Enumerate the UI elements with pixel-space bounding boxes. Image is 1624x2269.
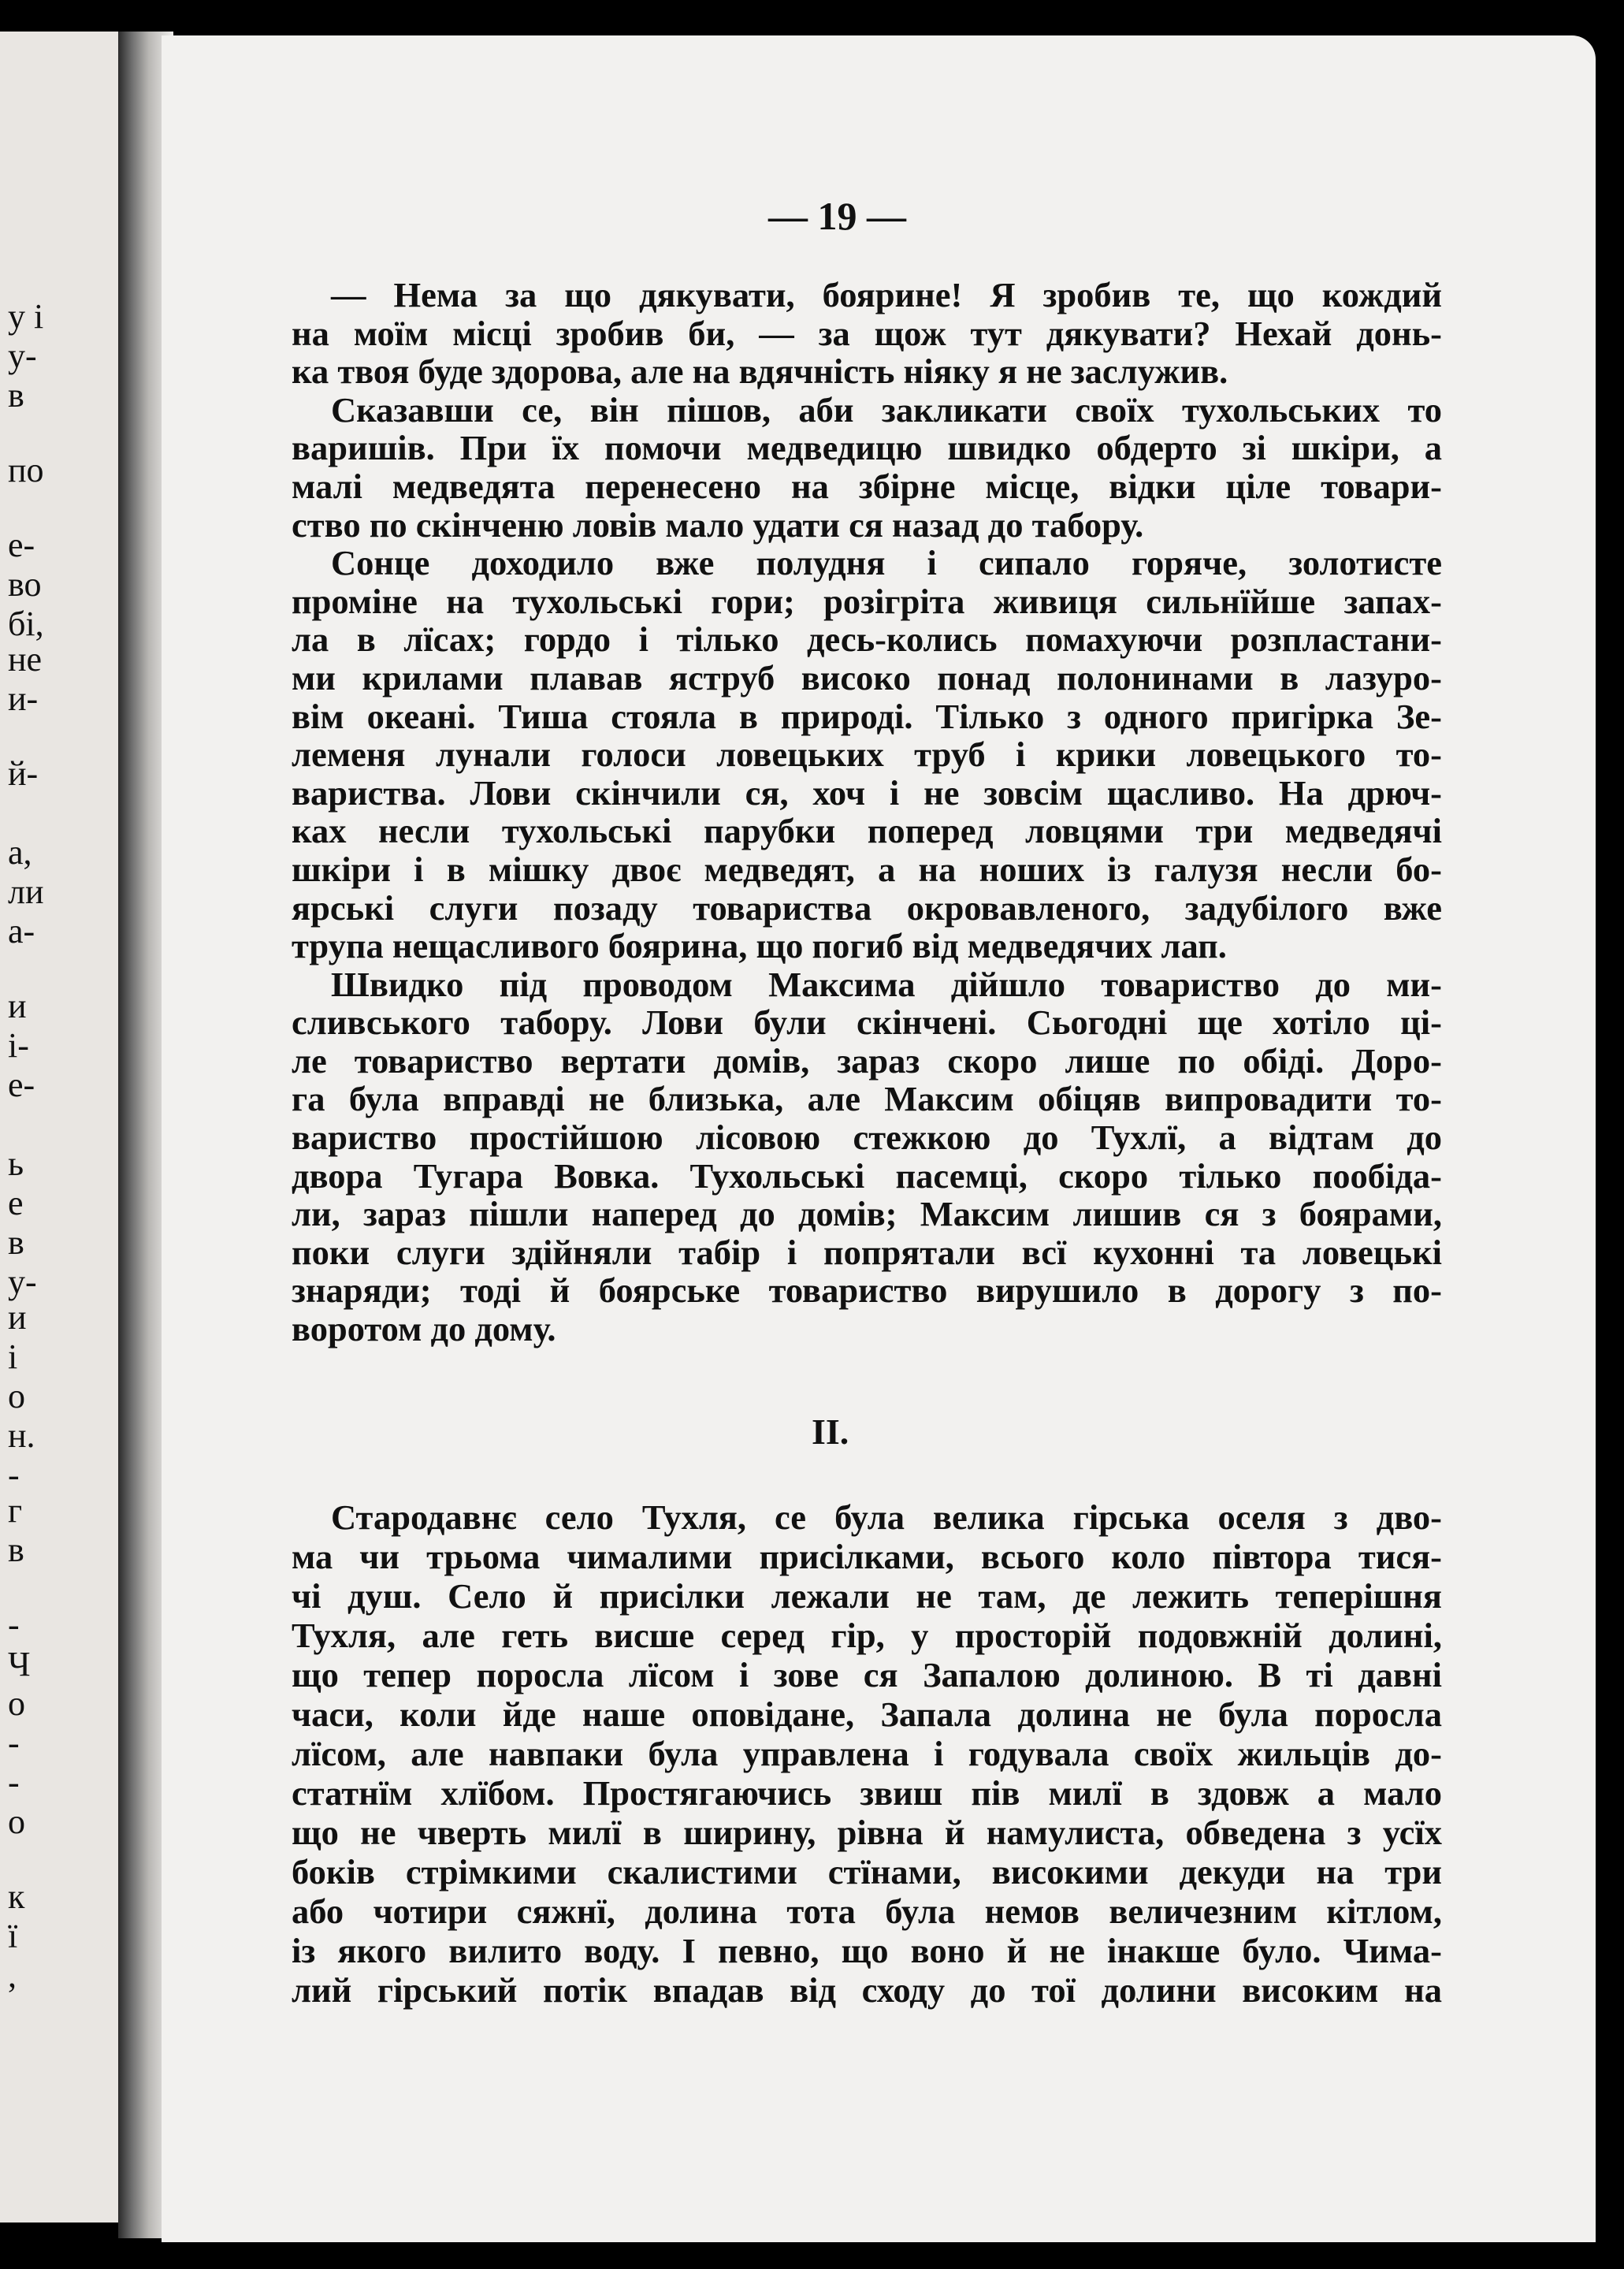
text-line: ма чи трьома чималими присілками, всього коло півтора тися- [292,1537,1442,1576]
section-heading: II. [812,1412,849,1452]
previous-page-text-fragment: в [8,1223,24,1262]
text-line: або чотири сяжнї, долина тота була немов величезним кітлом, [292,1891,1442,1931]
text-line: часи, коли йде наше оповідане, Запала долина не була поросла [292,1694,1442,1734]
text-line: із якого вилито воду. І певно, що воно й не інакше було. Чима- [292,1931,1442,1970]
previous-page-text-fragment: у- [8,1263,37,1301]
previous-page-text-fragment: о [8,1377,25,1415]
previous-page-text-fragment: й- [8,754,39,793]
text-line: що не чверть милї в ширину, рівна й намулиста, обведена з усїх [292,1813,1442,1852]
text-line: малі медведята перенесено на збірне місце, відки ціле товари- [292,466,1442,506]
previous-page-text-fragment: - [8,1724,20,1762]
previous-page-fragment [0,32,134,2223]
text-line: ле товариство вертати домів, зараз скоро лише по обіді. Доро- [292,1040,1442,1081]
previous-page-text-fragment: в [8,376,24,415]
text-line: Тухля, але геть висше серед гір, у просторій подовжній долині, [292,1616,1442,1655]
text-block-section-2 [292,1497,1442,2010]
text-line: шкіри і в мішку двоє медведят, а на ноших із галузя несли бо- [292,849,1442,889]
previous-page-text-fragment: у- [8,337,37,375]
text-line: леменя лунали голоси ловецьких труб і крики ловецького то- [292,735,1442,775]
previous-page-text-fragment: - [8,1605,20,1644]
text-line: Сонце доходило вже полудня і сипало горяче, золотисте [331,543,1442,583]
text-line: Стародавнє село Тухля, се була велика гірська оселя з дво- [331,1497,1442,1537]
text-line: ка твоя буде здорова, але на вдячність ніяку я не заслужив. [292,352,1228,392]
previous-page-text-fragment: а- [8,912,35,950]
text-line: вариства. Лови скінчили ся, хоч і не зовсім щасливо. На дрюч- [292,772,1442,813]
previous-page-text-fragment: а, [8,833,32,872]
text-line: ство по скінченю ловів мало удати ся назад до табору. [292,504,1144,545]
previous-page-text-fragment: к [8,1877,25,1916]
text-line: що тепер поросла лїсом і зове ся Запалою долиною. В ті давні [292,1655,1442,1694]
text-line: боків стрімкими скалистими стїнами, високими декуди на три [292,1852,1442,1891]
text-line: лїсом, але навпаки була управлена і годувала своїх жильців до- [292,1734,1442,1773]
text-line: вім океані. Тиша стояла в природі. Тілько з одного пригірка Зе- [292,696,1442,736]
text-line: — Нема за що дякувати, боярине! Я зробив те, що кождий [331,275,1442,314]
previous-page-text-fragment: по [8,451,44,489]
text-line: на моїм місці зробив би, — за щож тут дякувати? Нехай донь- [292,313,1442,353]
previous-page-text-fragment: во [8,565,42,604]
previous-page-text-fragment: Ч [8,1645,31,1683]
text-line: га була вправді не близька, але Максим обіцяв випровадити то- [292,1079,1442,1119]
previous-page-text-fragment: и [8,1298,27,1337]
page-number: — 19 — [768,194,906,238]
text-line: поки слуги здійняли табір і попрятали всї кухонні та ловецькі [292,1232,1442,1272]
previous-page-text-fragment: ь [8,1144,24,1183]
previous-page-text-fragment: е [8,1184,24,1222]
previous-page-text-fragment: не [8,640,43,679]
previous-page-text-fragment: в [8,1531,24,1569]
previous-page-text-fragment: и [8,987,27,1025]
previous-page-text-fragment: о [8,1802,25,1841]
previous-page-text-fragment: е- [8,1066,35,1104]
text-line: варишів. При їх помочи медведицю швидко обдерто зі шкіри, а [292,428,1442,468]
text-line: ли, зараз пішли наперед до домів; Максим лишив ся з боярами, [292,1194,1442,1234]
previous-page-text-fragment: и- [8,679,39,718]
text-line: Швидко під проводом Максима дійшло товариство до ми- [331,964,1442,1004]
text-line: Сказавши се, він пішов, аби закликати своїх тухольських то [331,389,1442,430]
text-line: двора Тугара Вовка. Тухольські пасемці, скоро тілько пообіда- [292,1155,1442,1196]
previous-page-text-fragment: , [8,1956,17,1995]
previous-page-text-fragment: ї [8,1917,18,1955]
text-line: проміне на тухольські гори; розігріта живиця сильнїйше запах- [292,581,1442,621]
text-line: воротом до дому. [292,1309,556,1349]
previous-page-text-fragment: у і [8,297,44,336]
text-line: сливського табору. Лови були скінчені. Сьогодні ще хотіло ці- [292,1002,1442,1043]
previous-page-text-fragment: - [8,1456,20,1494]
text-line: ла в лїсах; гордо і тілько десь-колись помахуючи розпластани- [292,619,1442,660]
text-line: чі душ. Село й присілки лежали не там, де лежить теперішня [292,1576,1442,1616]
previous-page-text-fragment: і- [8,1026,29,1065]
previous-page-text-fragment: - [8,1763,20,1802]
previous-page-text-fragment: ли [8,872,44,911]
text-line: ми крилами плавав яструб високо понад полонинами в лазуро- [292,657,1442,697]
text-line: ках несли тухольські парубки поперед ловцями три медведячі [292,811,1442,851]
text-line: лий гірський потік впадав від сходу до тої долини високим на [292,1970,1442,2010]
previous-page-text-fragment: г [8,1491,23,1530]
previous-page-text-fragment: бі, [8,604,44,643]
text-line: вариство простійшою лісовою стежкою до Тухлї, а відтам до [292,1118,1442,1158]
text-line: ярські слуги позаду товариства окровавленого, задубілого вже [292,887,1442,928]
previous-page-text-fragment: н. [8,1416,35,1455]
text-line: трупа нещасливого боярина, що погиб від медведячих лап. [292,926,1227,966]
text-line: статнїм хлїбом. Простягаючись звиш пів милї в здовж а мало [292,1773,1442,1813]
previous-page-text-fragment: і [8,1337,18,1376]
text-block-section-1 [292,276,1442,1348]
previous-page-text-fragment: е- [8,526,35,564]
previous-page-text-fragment: о [8,1684,25,1723]
text-line: знаряди; тоді й боярське товариство вирушило в дорогу з по- [292,1270,1442,1311]
